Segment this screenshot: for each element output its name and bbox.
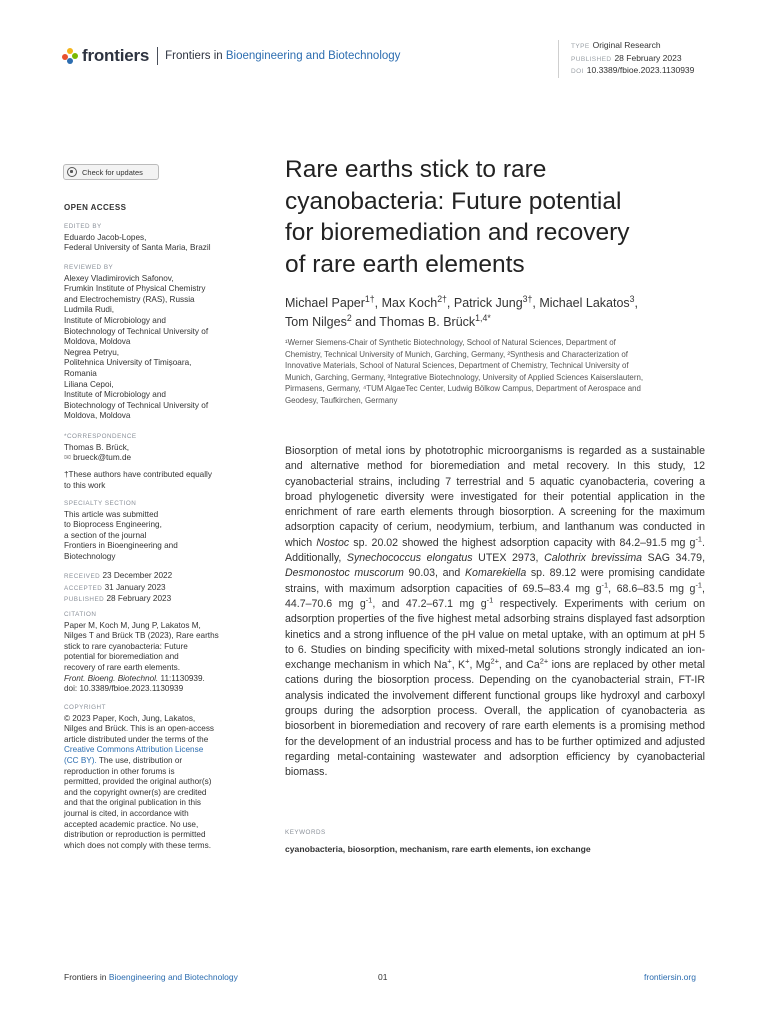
author[interactable]: Michael Paper$^{1\dagger}$ xyxy=(285,293,375,310)
article-meta xyxy=(558,40,694,78)
reviewed-by xyxy=(64,263,242,422)
cc-by-link[interactable]: (CC BY). xyxy=(64,755,97,765)
reviewer-line: Institute of Microbiology and xyxy=(64,390,166,400)
footer-journal[interactable]: Frontiers in Bioengineering and Biotechnology xyxy=(64,972,238,982)
reviewer-line: Politehnica University of Timișoara, xyxy=(64,358,192,368)
note-line: †These authors have contributed equally xyxy=(64,470,212,479)
reviewer-line: Biotechnology of Technical University of xyxy=(64,326,209,336)
reviewer-line: Biotechnology of Technical University of xyxy=(64,400,209,410)
reviewer-line: Moldova, Moldova xyxy=(64,337,131,347)
author[interactable]: Tom Nilges$^2$ xyxy=(285,312,352,329)
citation-line: recovery of rare earth elements. xyxy=(64,662,181,672)
title-line: of rare earth elements xyxy=(285,250,525,278)
logo-divider xyxy=(157,47,158,65)
keywords-label: KEYWORDS xyxy=(285,829,326,836)
copyright-line: Nilges and Brück. This is an open-access xyxy=(64,724,215,734)
reviewed-by-label: REVIEWED BY xyxy=(64,264,114,271)
contribution-note xyxy=(64,470,242,491)
reviewer-line: Moldova, Moldova xyxy=(64,411,131,421)
correspondence-email[interactable]: brueck@tum.de xyxy=(73,453,132,463)
cc-license-link[interactable]: Creative Commons Attribution License xyxy=(64,745,204,755)
copyright-line: distribution or reproduction is permitted xyxy=(64,830,206,840)
author-list: Michael Paper$^{1\dagger}$, Max Koch$^{2\dagger}$, Patrick Jung$^{3\dagger}$, Michael Lakatos$^3$, Tom Nilges$^2$ and Thomas B. Brück$^{1,4*}$ xyxy=(285,293,639,329)
reviewer-line: Alexey Vladimirovich Safonov, xyxy=(64,273,174,283)
author[interactable]: Patrick Jung$^{3\dagger}$ xyxy=(453,293,533,310)
title-line: cyanobacteria: Future potential xyxy=(285,187,622,215)
meta-published: PUBLISHED 28 February 2023 xyxy=(571,52,682,63)
citation-doi[interactable]: doi: 10.3389/fbioe.2023.1130939 xyxy=(64,684,184,694)
correspondence-email-row[interactable] xyxy=(64,453,242,464)
specialty-line: This article was submitted xyxy=(64,509,159,519)
reviewer-line: Ludmila Rudi, xyxy=(64,305,115,315)
citation-label: CITATION xyxy=(64,611,97,618)
correspondence-label: *CORRESPONDENCE xyxy=(64,433,137,440)
meta-doi[interactable]: DOI 10.3389/fbioe.2023.1130939 xyxy=(571,65,695,75)
journal-title: Bioengineering and Biotechnology xyxy=(225,50,401,62)
copyright-line: article distributed under the terms of the xyxy=(64,734,209,744)
reviewer-line: Liliana Cepoi, xyxy=(64,379,114,389)
copyright-line: permitted, provided the original author(s) xyxy=(64,777,212,787)
correspondence xyxy=(64,432,242,464)
citation-line: potential for bioremediation and xyxy=(64,652,179,662)
accepted-date: ACCEPTED 31 January 2023 xyxy=(64,582,166,592)
frontiers-logo-icon xyxy=(62,48,78,64)
meta-type: TYPE Original Research xyxy=(571,40,661,50)
affiliation-line: Chemistry, Technical University of Munich, Garching, Germany, ²Synthesis and Characterization of xyxy=(285,349,628,359)
logo-text: frontiers xyxy=(82,46,150,65)
citation-journal-line: Front. Bioeng. Biotechnol. 11:1130939. xyxy=(64,673,205,683)
title-line: Rare earths stick to rare xyxy=(285,156,547,183)
affiliation-line: ¹Werner Siemens-Chair of Synthetic Biotechnology, School of Natural Sciences, Department of xyxy=(285,338,616,347)
correspondence-name: Thomas B. Brück, xyxy=(64,442,130,452)
specialty-line: a section of the journal xyxy=(64,530,147,540)
copyright-line: accepted academic practice. No use, xyxy=(64,819,199,829)
reviewer-line: and Electrochemistry (RAS), Russia xyxy=(64,294,195,304)
citation-line: Nilges T and Brück TB (2023), Rare earths xyxy=(64,631,219,641)
citation-line: stick to rare cyanobacteria: Future xyxy=(64,641,188,651)
copyright-line: and that the original publication in this xyxy=(64,798,202,808)
published-date: PUBLISHED 28 February 2023 xyxy=(64,594,172,604)
copyright xyxy=(64,703,242,851)
edited-by xyxy=(64,222,242,254)
specialty-line: to Bioprocess Engineering, xyxy=(64,520,162,530)
author[interactable]: Thomas B. Brück$^{1,4*}$ xyxy=(379,312,491,329)
copyright-line: reproduction in other forums is xyxy=(64,766,175,776)
abstract xyxy=(285,444,705,781)
editor-line: Eduardo Jacob-Lopes, xyxy=(64,232,147,242)
reviewer-line: Frumkin Institute of Physical Chemistry xyxy=(64,284,206,294)
journal-name[interactable] xyxy=(165,50,400,62)
citation-line: Paper M, Koch M, Jung P, Lakatos M, xyxy=(64,620,201,630)
open-access-label: OPEN ACCESS xyxy=(64,203,127,212)
affiliation-line: Pirmasens, Germany, ⁴TUM AlgaeTec Center, Ludwig Bölkow Campus, Department of Aerospace and xyxy=(285,384,641,393)
check-for-updates-button[interactable] xyxy=(63,164,159,180)
copyright-line: which does not comply with these terms. xyxy=(64,840,211,850)
copyright-label: COPYRIGHT xyxy=(64,704,106,711)
specialty-section xyxy=(64,499,242,563)
affiliation-line: Innovative Materials, School of Natural Sciences, Department of Chemistry, Technical University of xyxy=(285,361,629,370)
copyright-line: and the copyright owner(s) are credited xyxy=(64,787,207,797)
reviewer-line: Institute of Microbiology and xyxy=(64,315,166,325)
abstract-text: Biosorption of metal ions by phototrophic microorganisms is regarded as a sustainable and alternative method for bioremediation and metal recovery. In this study, 12 cyanobacterial strains, including 7 terrestrial and 5 aquatic cyanobacteria, covering a broad phylogenetic diversity were investigated for their potential application in the enrichment of rare earth elements through biosorption. A screening for the maximum adsorption capacity of cerium, neodymium, terbium, and lanthanum was conducted in which Nostoc sp. 20.02 showed the highest adsorption capacity with 84.2–91.5 mg $g^{-1}$. Additionally, Synechococcus elongatus UTEX 2973, Calothrix brevissima SAG 34.79, Desmonostoc muscorum 90.03, and Komarekiella sp. 89.12 were promising candidate strains, with maximum adsorption capacities of 69.5–83.4 mg $g^{-1}$, 68.6–83.5 mg $g^{-1}$, 44.7–70.6 mg $g^{-1}$, and 47.2–67.1 mg $g^{-1}$ respectively. Experiments with cerium on adsorption properties of the five highest metal adsorbing strains displayed fast adsorption kinetics and a strong influence of the pH value on metal uptake, with an optimum at pH 5 to 6. Studies on binding specificity with mixed-metal solutions strongly indicated an ion-exchange mechanism in which Na+, K+, $Mg^{2+}$, and $Ca^{2+}$ ions are replaced by other metal cations during the biosorption process. Depending on the cyanobacterial strain, FT-IR analysis indicated the involvement different functional groups like hydroxyl and carboxyl groups during the adsorption process. Overall, the application of cyanobacteria as biosorbent in bioremediation and recovery of rare earth elements is a promising method for the development of an industrial process and has to be further optimized and adjusted regarding metal-containing wastewater and adsorption efficiency by cyanobacterial biomass. xyxy=(285,445,706,779)
affiliation-line: Munich, Garching, Germany, ³Integrative Biotechnology, University of Applied Sciences Kaiserslautern, xyxy=(285,372,644,382)
copyright-line: (CC BY). The use, distribution or xyxy=(64,755,183,765)
affiliations xyxy=(285,337,705,406)
editor-line: Federal University of Santa Maria, Brazil xyxy=(64,243,211,253)
copyright-line: © 2023 Paper, Koch, Jung, Lakatos, xyxy=(64,713,196,723)
check-updates-icon xyxy=(67,167,77,177)
specialty-line: Frontiers in Bioengineering and xyxy=(64,541,178,551)
edited-by-label: EDITED BY xyxy=(64,223,102,230)
copyright-line: journal is cited, in accordance with xyxy=(64,808,189,818)
author[interactable]: Michael Lakatos$^3$ xyxy=(539,293,635,310)
reviewer-line: Romania xyxy=(64,368,97,378)
affiliation-line: Geodesy, Taufkirchen, Germany xyxy=(285,395,398,405)
specialty-label: SPECIALTY SECTION xyxy=(64,500,137,507)
email-icon: ✉ xyxy=(64,453,74,463)
page-number: 01 xyxy=(378,972,388,982)
dates xyxy=(64,571,242,606)
footer-site-link[interactable]: frontiersin.org xyxy=(644,972,696,982)
author[interactable]: Max Koch$^{2\dagger}$ xyxy=(381,293,447,310)
frontiers-logo[interactable] xyxy=(62,46,400,66)
title-line: for bioremediation and recovery xyxy=(285,219,630,246)
note-line: to this work xyxy=(64,480,106,490)
article-title xyxy=(285,154,705,280)
check-updates-label: Check for updates xyxy=(82,167,143,177)
specialty-line: Biotechnology xyxy=(64,551,116,561)
citation xyxy=(64,610,242,695)
reviewer-line: Negrea Petryu, xyxy=(64,347,120,357)
keywords: cyanobacteria, biosorption, mechanism, rare earth elements, ion exchange xyxy=(285,844,591,854)
received-date: RECEIVED 23 December 2022 xyxy=(64,571,173,580)
journal-prefix: Frontiers in xyxy=(165,50,226,62)
